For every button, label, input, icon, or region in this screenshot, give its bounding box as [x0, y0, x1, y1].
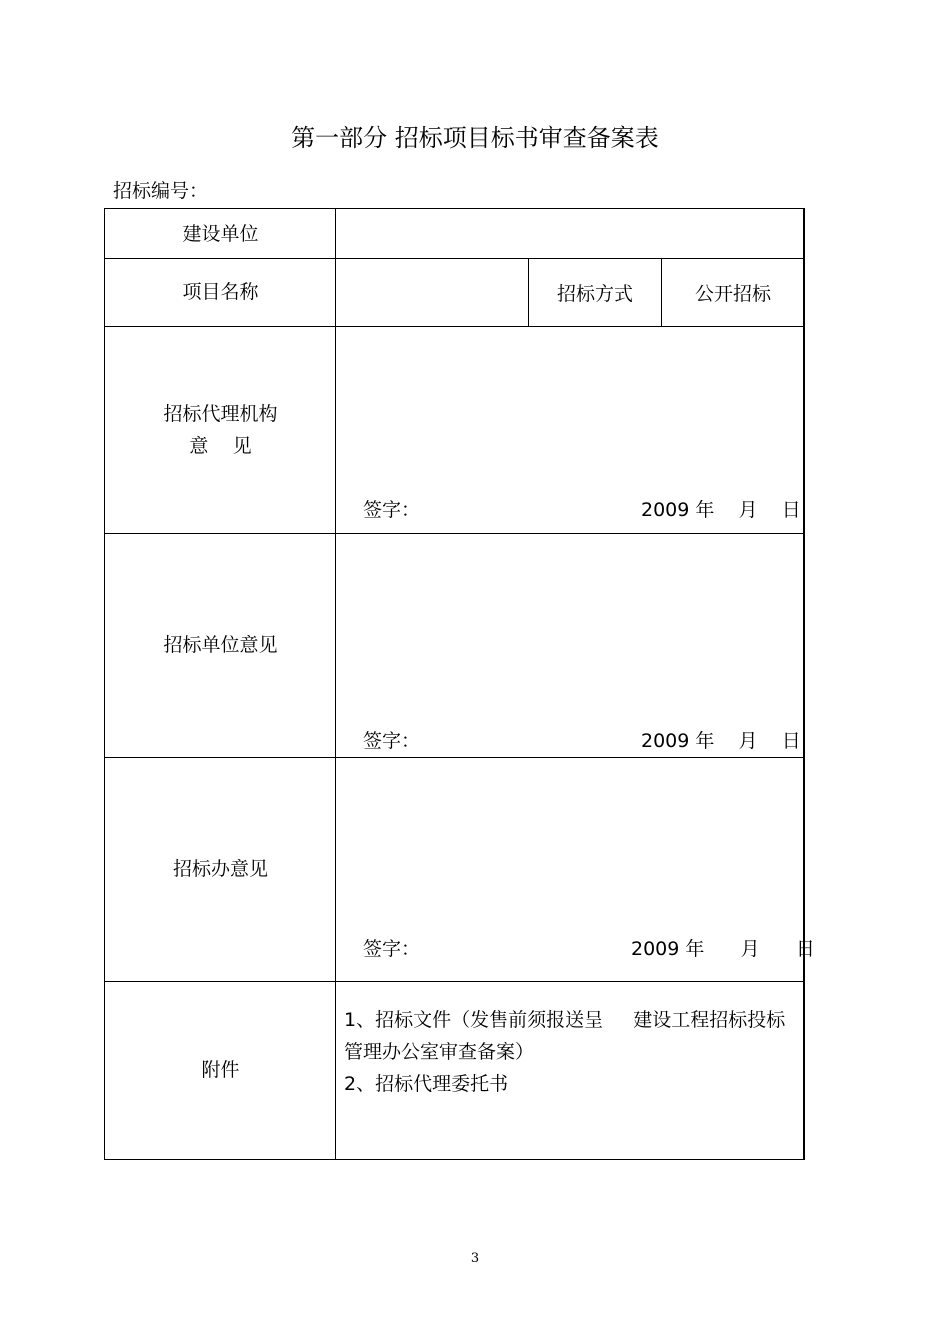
tender-office-opinion-label: 招标办意见: [172, 858, 268, 880]
agency-opinion-label-line1: 招标代理机构: [163, 402, 278, 425]
bid-method-label: 招标方式: [556, 283, 633, 305]
tender-unit-opinion-label: 招标单位意见: [163, 634, 278, 656]
bid-method-value: 公开招标: [694, 283, 771, 305]
attachment-line: 2、招标代理委托书: [344, 1073, 509, 1095]
attachment-line: 1、招标文件（发售前须报送呈 建设工程招标投标: [344, 1009, 786, 1031]
project-name-label: 项目名称: [182, 281, 259, 303]
form-title: 第一部分 招标项目标书审查备案表: [291, 124, 659, 152]
attachments-label: 附件: [201, 1059, 240, 1081]
agency-opinion-label: [105, 326, 336, 533]
construction-unit-label: 建设单位: [182, 222, 259, 245]
tender-office-sign-date: 2009 年 月 日: [631, 938, 815, 960]
attachments-list: [344, 1004, 785, 1100]
tender-unit-sign-label: 签字：: [363, 730, 421, 752]
tender-office-sign-label: 签字：: [363, 938, 421, 960]
construction-unit-value[interactable]: [345, 221, 795, 247]
attachment-line: 管理办公室审查备案）: [344, 1041, 535, 1063]
project-name-value[interactable]: [345, 279, 520, 305]
page-number: 3: [470, 1251, 480, 1266]
agency-sign-label: 签字：: [363, 499, 421, 521]
bid-number-label: 招标编号：: [113, 180, 209, 202]
tender-unit-sign-date: 2009 年 月 日: [641, 730, 801, 752]
agency-opinion-label-line2: 意 见: [189, 434, 252, 457]
agency-sign-date: 2009 年 月 日: [641, 499, 801, 521]
